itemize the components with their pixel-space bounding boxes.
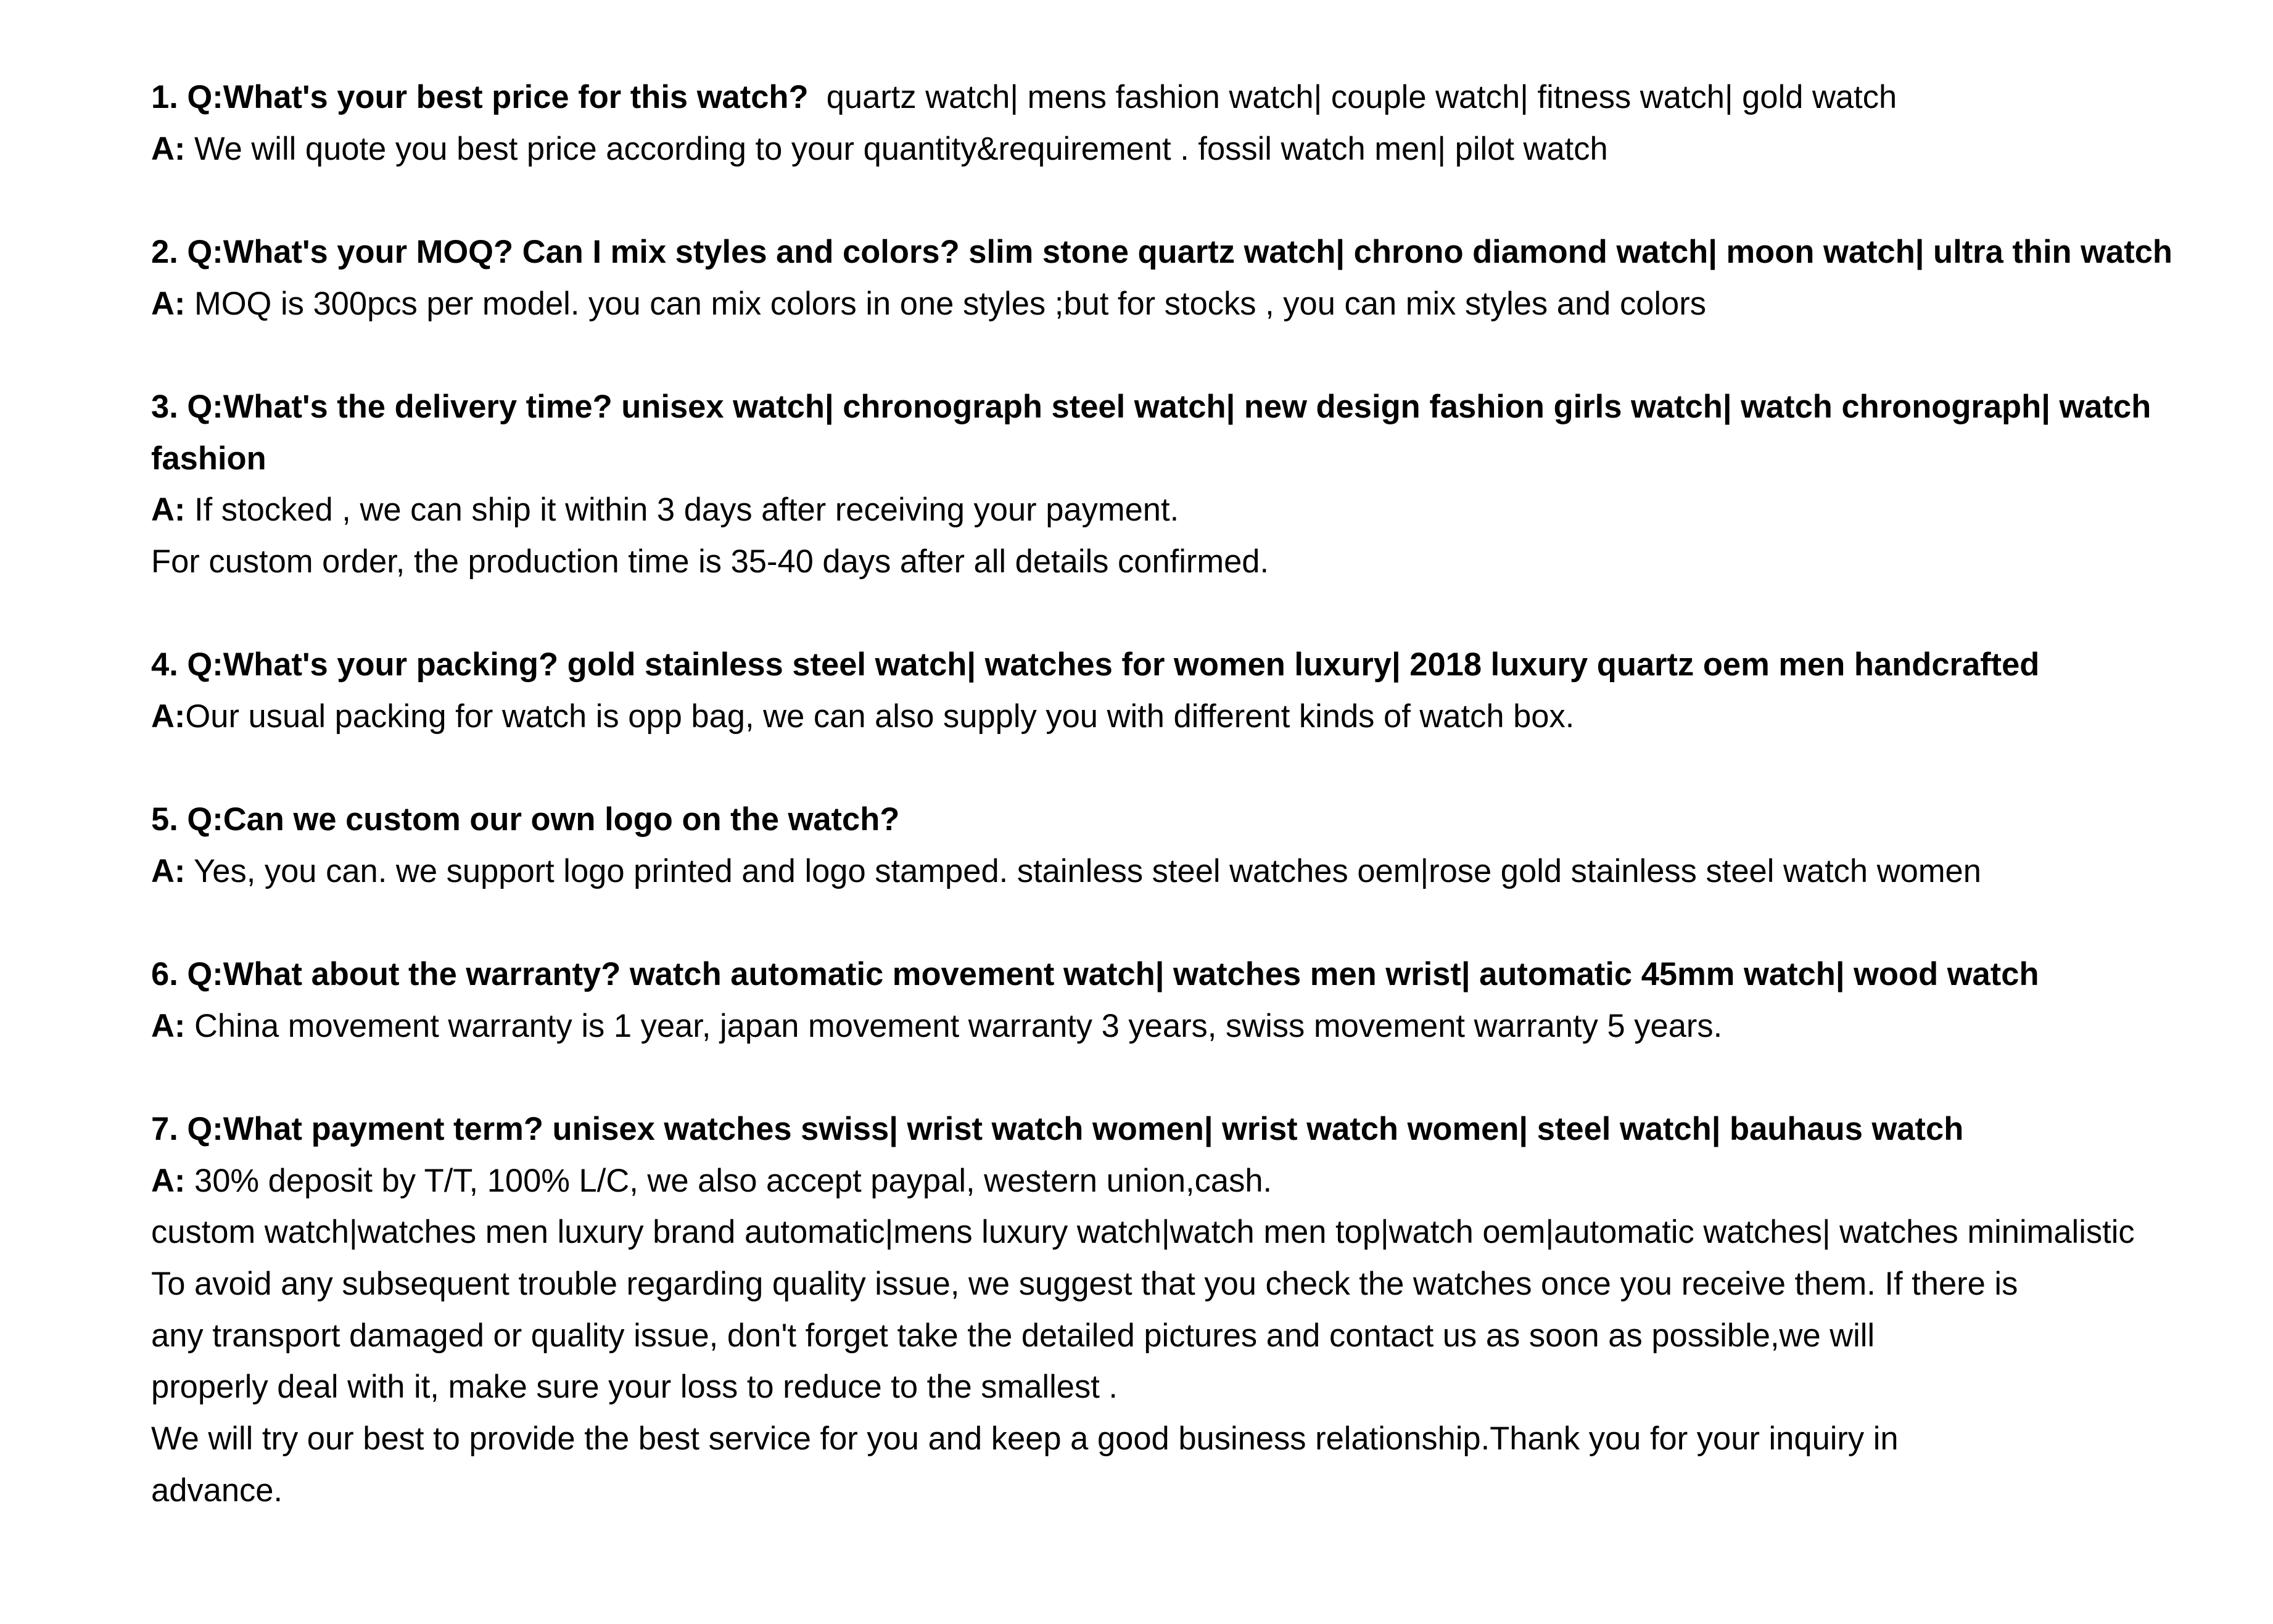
closing-line: We will try our best to provide the best service for you and keep a good business relationship.Thank you for your inquiry in: [151, 1420, 1899, 1457]
faq-answer: If stocked , we can ship it within 3 days after receiving your payment.: [185, 492, 1179, 529]
faq-answer-extra: For custom order, the production time is 35-40 days after all details confirmed.: [151, 543, 1269, 580]
faq-question-line: [151, 72, 2224, 123]
faq-question-line: [151, 639, 2224, 691]
faq-question: 4. Q:What's your packing? gold stainless steel watch| watches for women luxury| 2018 luxury quartz oem men handcrafted: [151, 646, 2040, 683]
closing-keywords-line: custom watch|watches men luxury brand automatic|mens luxury watch|watch men top|watch oem|automatic watches| watches minimalistic: [151, 1214, 2135, 1251]
faq-answer-line: [151, 691, 2224, 743]
faq-answer-line: [151, 123, 2224, 175]
faq-answer: China movement warranty is 1 year, japan movement warranty 3 years, swiss movement warranty 5 years.: [185, 1007, 1723, 1044]
faq-answer: We will quote you best price according to your quantity&requirement . fossil watch men| pilot watch: [185, 130, 1608, 167]
closing-line: any transport damaged or quality issue, don't forget take the detailed pictures and contact us as soon as possible,we will: [151, 1317, 1875, 1354]
faq-question: 2. Q:What's your MOQ? Can I mix styles and colors? slim stone quartz watch| chrono diamond watch| moon watch| ultra thin watch: [151, 233, 2172, 270]
faq-question: 5. Q:Can we custom our own logo on the watch?: [151, 801, 900, 838]
faq-item-3: [151, 381, 2224, 588]
faq-answer-line: [151, 1000, 2224, 1052]
faq-document: [151, 72, 2224, 1516]
faq-item-4: [151, 639, 2224, 742]
faq-question-line: [151, 949, 2224, 1000]
faq-answer-line: [151, 278, 2224, 330]
faq-answer: MOQ is 300pcs per model. you can mix colors in one styles ;but for stocks , you can mix styles and colors: [185, 285, 1706, 322]
answer-label: A:: [151, 1007, 186, 1044]
faq-item-5: [151, 794, 2224, 897]
faq-answer-line: [151, 484, 2224, 536]
faq-item-6: [151, 949, 2224, 1052]
faq-question: 6. Q:What about the warranty? watch automatic movement watch| watches men wrist| automatic 45mm watch| wood watch: [151, 956, 2039, 993]
answer-label: A:: [151, 852, 186, 889]
faq-answer-line: [151, 846, 2224, 897]
faq-answer: Yes, you can. we support logo printed and logo stamped. stainless steel watches oem|rose gold stainless steel watch women: [185, 852, 1981, 889]
faq-question: 3. Q:What's the delivery time? unisex watch| chronograph steel watch| new design fashion girls watch| watch chronograph| watch fashion: [151, 388, 2160, 477]
closing-line: properly deal with it, make sure your loss to reduce to the smallest .: [151, 1369, 1118, 1406]
faq-question-line: [151, 226, 2224, 278]
closing-notes: [151, 1206, 2224, 1516]
answer-label: A:: [151, 1162, 186, 1199]
faq-item-7: [151, 1103, 2224, 1206]
answer-label: A:: [151, 285, 186, 322]
faq-answer: Our usual packing for watch is opp bag, we can also supply you with different kinds of watch box.: [185, 698, 1575, 735]
faq-question-line: [151, 381, 2224, 484]
answer-label: A:: [151, 698, 186, 735]
faq-question: 1. Q:What's your best price for this watch?: [151, 79, 809, 115]
answer-label: A:: [151, 492, 186, 529]
faq-item-2: [151, 226, 2224, 329]
faq-answer: 30% deposit by T/T, 100% L/C, we also accept paypal, western union,cash.: [185, 1162, 1273, 1199]
faq-question: 7. Q:What payment term? unisex watches swiss| wrist watch women| wrist watch women| steel watch| bauhaus watch: [151, 1111, 1964, 1148]
closing-line: advance.: [151, 1472, 283, 1509]
faq-answer-line: [151, 1155, 2224, 1207]
closing-line: To avoid any subsequent trouble regarding quality issue, we suggest that you check the watches once you receive them. If there is: [151, 1266, 2018, 1302]
faq-keywords: quartz watch| mens fashion watch| couple watch| fitness watch| gold watch: [808, 79, 1897, 115]
faq-item-1: [151, 72, 2224, 175]
answer-label: A:: [151, 130, 186, 167]
faq-question-line: [151, 1103, 2224, 1155]
faq-question-line: [151, 794, 2224, 846]
